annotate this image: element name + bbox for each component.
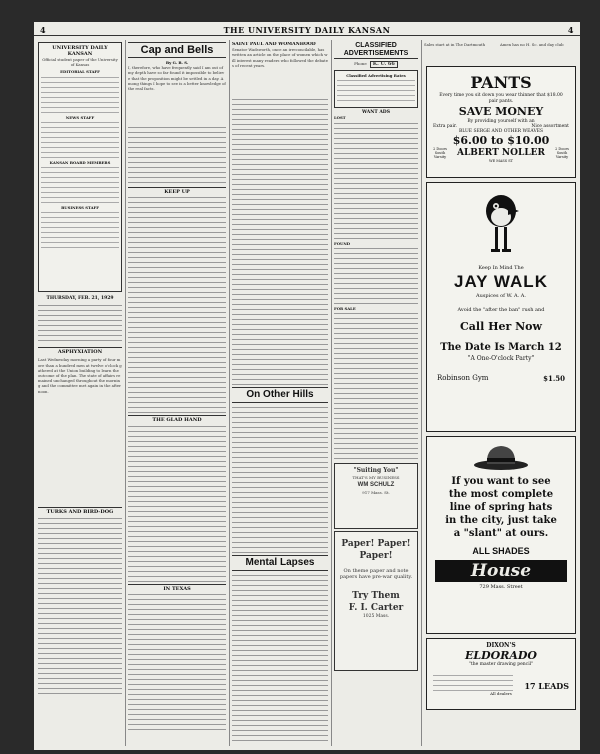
classified-header: CLASSIFIED ADVERTISEMENTS [334,42,418,59]
paper-title: Paper! Paper! Paper! [341,539,411,562]
staff-list [41,75,119,115]
paper-subtitle: Official student paper of the University of Kansas [42,57,118,68]
save-sub: By providing yourself with an [467,119,535,124]
headline-keep-up: KEEP UP [128,187,226,195]
headline-in-texas: IN TEXAS [128,584,226,592]
on-other-hills-body [232,405,328,555]
brief-left: Sales start at in The Dartmouth [424,42,486,47]
in-texas-body [128,592,226,732]
jay-walk-title: JAY WALK [454,272,548,291]
date-march-12: The Date Is March 12 [440,342,562,353]
headline-saint-paul: SAINT PAUL AND WOMANHOOD [232,42,316,47]
article-body: Last Wednesday morning a party of four more than a hundred men at twelve o'clock gathered at the Union building to learn the outcome of the plan. The state of affairs remained unchanged throughout the morning and the committee met again in the afternoon. [38,357,122,394]
leads-count: 17 LEADS [524,681,569,691]
paper-name: UNIVERSITY DAILY KANSAN [52,45,108,57]
glad-hand-body [128,424,226,584]
mental-lapses-body [232,573,328,742]
suiting-title: "Suiting You" [353,467,399,475]
staff-section-board: KANSAN BOARD MEMBERS [49,159,111,165]
column-staff [38,42,122,742]
paper-body: On theme paper and note papers have pre-war quality. [339,568,413,581]
ad-schulz [334,463,418,529]
column-body: I, therefore, who have frequently said I am out of my depth have so far found it impossible to believe that the proposition might be settled in a day. Among things I hope to see is a better knowledge of the real facts. [128,65,226,92]
hat-line-3: line of spring hats [449,502,553,513]
for-sale-label: FOR SALE [334,305,356,311]
headline-turks: TURKS AND BIRD-DOG [38,507,122,515]
rates-box [334,70,418,108]
house-address: 729 Mass. Street [479,584,523,590]
column-body-lines [128,125,226,185]
column-rule [421,40,422,746]
byline: By G. B. S. [165,60,189,65]
column-cap-and-bells [128,42,226,742]
robinson-gym: Robinson Gym [437,374,489,382]
try-them: Try Them [352,591,400,602]
extra-pair: Extra pair. [433,124,457,129]
save-money: SAVE MONEY [458,105,544,118]
dixon-name: DIXON'S [486,642,516,649]
issue-date: THURSDAY, FEB. 21, 1929 [46,296,114,301]
headline-cap-and-bells: Cap and Bells [128,42,226,58]
headline-mental-lapses: Mental Lapses [232,555,328,571]
phone-label: Phone [354,61,367,66]
saint-paul-body: Senator Wadsworth, once an irreconcilable, has written an article on the place of women which will interest many readers who followed the debates of recent years. [232,47,328,68]
hat-icon [471,441,531,471]
rates-label: Classified Advertising Rates [346,73,406,79]
suiting-address: 917 Mass. St. [362,490,390,496]
hat-line-5: a "slant" at ours. [453,528,549,539]
found-label: FOUND [334,240,351,246]
ad-carter [334,531,418,671]
noller-name: ALBERT NOLLER [457,148,545,158]
keep-up-body [128,195,226,415]
jay-keep-in-mind: Keep In Mind The [478,265,524,271]
ad-jay-walk [426,182,576,432]
article-body-lines [38,516,122,696]
suiting-name: WM SCHULZ [357,482,395,489]
shop-location-left: 2 Doors South Varsity [433,147,447,159]
ad-dixon [426,638,576,710]
masthead [34,22,580,36]
top-briefs [424,42,574,62]
carter-name: F. I. Carter [348,603,404,614]
house-logo: House [435,560,567,582]
suiting-sub: THAT'S MY BUSINESS [352,475,400,481]
notice-text [38,303,122,343]
staff-section-business: BUSINESS STAFF [61,205,99,211]
staff-section-news: NEWS STAFF [65,114,95,120]
column-classified [334,42,418,742]
staff-box [38,42,122,292]
headline-asphyxiation: ASPHYXIATION [38,347,122,355]
hat-line-2: the most complete [448,489,554,500]
classified-phone-row [334,61,418,68]
masthead-title: THE UNIVERSITY DAILY KANSAN [223,25,391,35]
phone-number: K. U. 66 [370,61,398,68]
headline-on-other-hills: On Other Hills [232,387,328,403]
want-ads-label: WANT ADS [362,110,390,116]
column-rule [125,40,126,746]
brief-right: Amen has no H. Sc. and day club [500,42,564,47]
call-her-now: Call Her Now [460,320,542,333]
noller-address: WE MASS ST [489,159,513,163]
staff-list [41,210,119,250]
hat-line-1: If you want to see [451,476,551,487]
jay-avoid: Avoid the "after the ban" rush and [457,307,545,313]
all-shades: ALL SHADES [472,546,530,556]
pants-title: PANTS [470,73,532,92]
page-number-right: 4 [567,25,574,35]
saint-paul-body-lines [232,97,328,387]
lost-label: LOST [334,115,346,121]
jay-price: $1.50 [543,374,565,383]
staff-list [41,120,119,160]
jay-auspices: Auspices of W. A. A. [476,293,526,299]
one-oclock: "A One-O'clock Party" [467,355,535,362]
hat-line-4: in the city, just take [445,515,557,526]
ad-pants [426,66,576,178]
jayhawk-icon [481,189,521,259]
eldorado: ELDORADO [464,649,538,662]
newspaper-page [34,22,580,750]
leads-sub: All dealers [490,691,512,696]
column-saint-paul [232,42,328,742]
price-range: $6.00 to $10.00 [452,134,550,147]
shop-location-right: 2 Doors South Varsity [555,147,569,159]
pants-sub: Every time you sit down you wear thinner that $18.00 pair pants. [439,93,563,104]
column-rule [331,40,332,746]
ad-hats [426,436,576,634]
carter-address: 1025 Mass. [362,614,390,620]
column-rule [229,40,230,746]
headline-glad-hand: THE GLAD HAND [128,415,226,423]
serge-label: BLUE SERGE AND OTHER WEAVES [458,129,544,134]
eldorado-tagline: "the master drawing pencil" [468,662,534,667]
staff-section-editorial: EDITORIAL STAFF [60,69,100,75]
nice-assortment: Nice assortment [531,124,569,129]
staff-list [41,165,119,205]
page-number-left: 4 [40,25,47,35]
